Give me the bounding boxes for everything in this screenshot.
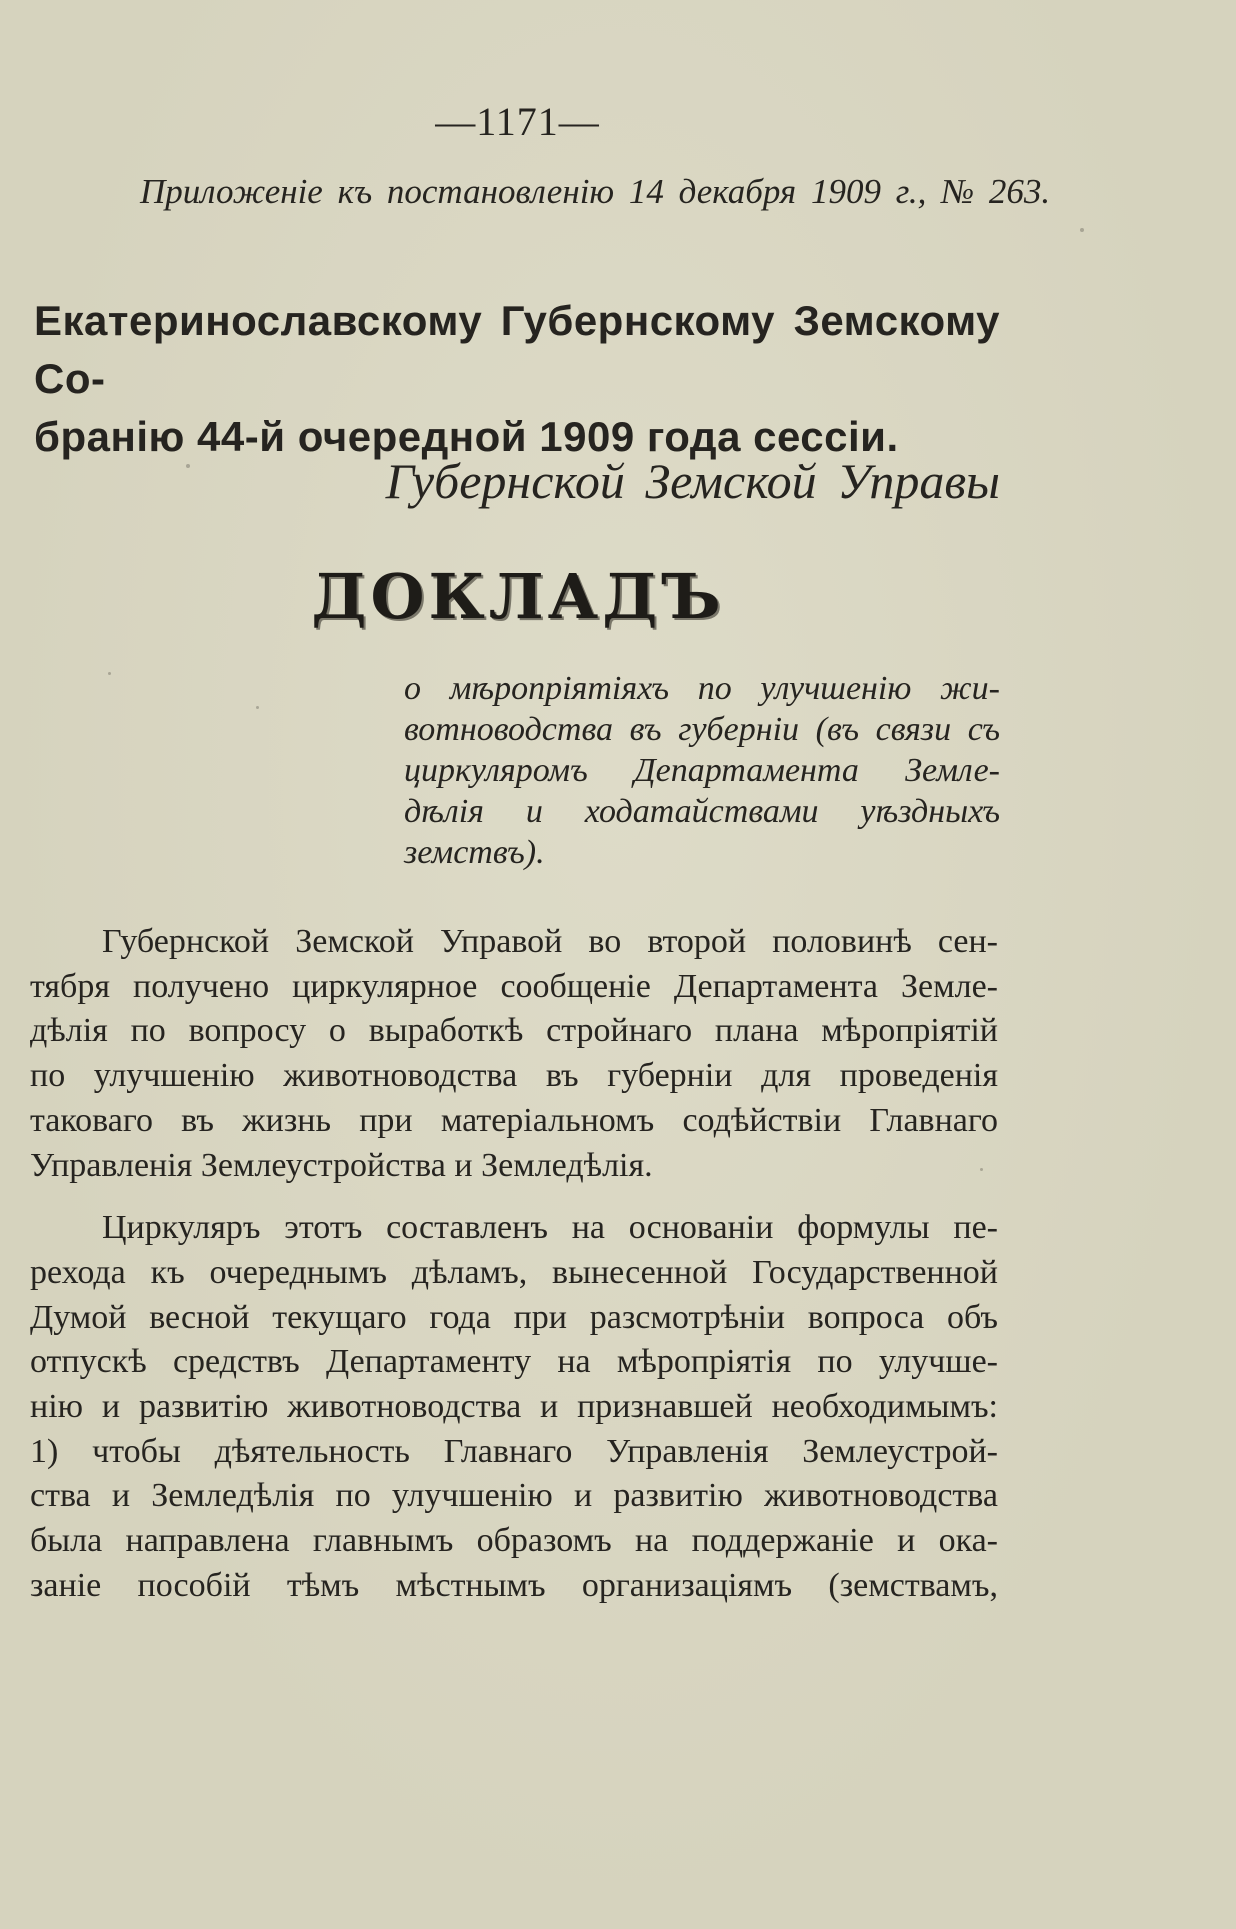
page-number: —1171— <box>435 99 600 144</box>
subject-line: циркуляромъ Департамента Земле- <box>404 752 1000 789</box>
subject-line: о мѣропрiятiяхъ по улучшенiю жи- <box>404 670 1000 707</box>
subject-line: земствъ). <box>404 834 545 871</box>
paper-speck <box>186 464 190 468</box>
text-line: отпускѣ средствъ Департаменту на мѣропрiятiя по улучше- <box>30 1343 998 1381</box>
text-line: 1) чтобы дѣятельность Главнаго Управленiя Землеустрой- <box>30 1432 998 1470</box>
paper-speck <box>1080 228 1084 232</box>
document-type-title: ДОКЛАДЪ <box>311 560 725 633</box>
heading-line: бранiю 44-й очередной 1909 года сессiи. <box>34 413 899 460</box>
text-line: занiе пособiй тѣмъ мѣстнымъ организацiямъ (земствамъ, <box>30 1566 998 1604</box>
paragraph-1 <box>30 920 998 1188</box>
paper-speck <box>980 1168 983 1171</box>
text-line: Циркуляръ этотъ составленъ на основанiи формулы пе- <box>102 1209 998 1247</box>
heading-line: Екатеринославскому Губернскому Земскому Со- <box>34 297 1000 402</box>
subject-line: вотноводства въ губернiи (въ связи съ <box>404 711 1000 748</box>
text-line: рехода къ очереднымъ дѣламъ, вынесенной Государственной <box>30 1253 998 1291</box>
text-line: нiю и развитiю животноводства и признавшей необходимымъ: <box>30 1388 998 1426</box>
text-line: тября получено циркулярное сообщенiе Департамента Земле- <box>30 967 998 1005</box>
paragraph-gap <box>30 1188 998 1206</box>
body-text <box>30 920 998 1609</box>
text-line: по улучшенiю животноводства въ губернiи для проведенiя <box>30 1057 998 1095</box>
text-line: дѣлiя по вопросу о выработкѣ стройнаго плана мѣропрiятiй <box>30 1012 998 1050</box>
appendix-note: Приложенiе къ постановленiю 14 декабря 1909 г., № 263. <box>140 172 1051 211</box>
document-heading <box>34 292 1000 466</box>
text-line: Управленiя Землеустройства и Земледѣлiя. <box>30 1146 653 1184</box>
report-subject <box>404 668 1000 873</box>
paragraph-2 <box>30 1206 998 1608</box>
paper-speck <box>256 706 259 709</box>
text-line: Думой весной текущаго года при разсмотрѣнiи вопроса объ <box>30 1298 998 1336</box>
subject-line: дѣлiя и ходатайствами уѣздныхъ <box>404 793 1000 830</box>
text-line: таковаго въ жизнь при матерiальномъ содѣйствiи Главнаго <box>30 1101 998 1139</box>
paper-speck <box>108 672 111 675</box>
text-line: Губернской Земской Управой во второй половинѣ сен- <box>102 923 998 960</box>
text-line: была направлена главнымъ образомъ на поддержанiе и ока- <box>30 1522 998 1560</box>
board-name: Губернской Земской Управы <box>385 453 1000 509</box>
text-line: ства и Земледѣлiя по улучшенiю и развитiю животноводства <box>30 1477 998 1515</box>
